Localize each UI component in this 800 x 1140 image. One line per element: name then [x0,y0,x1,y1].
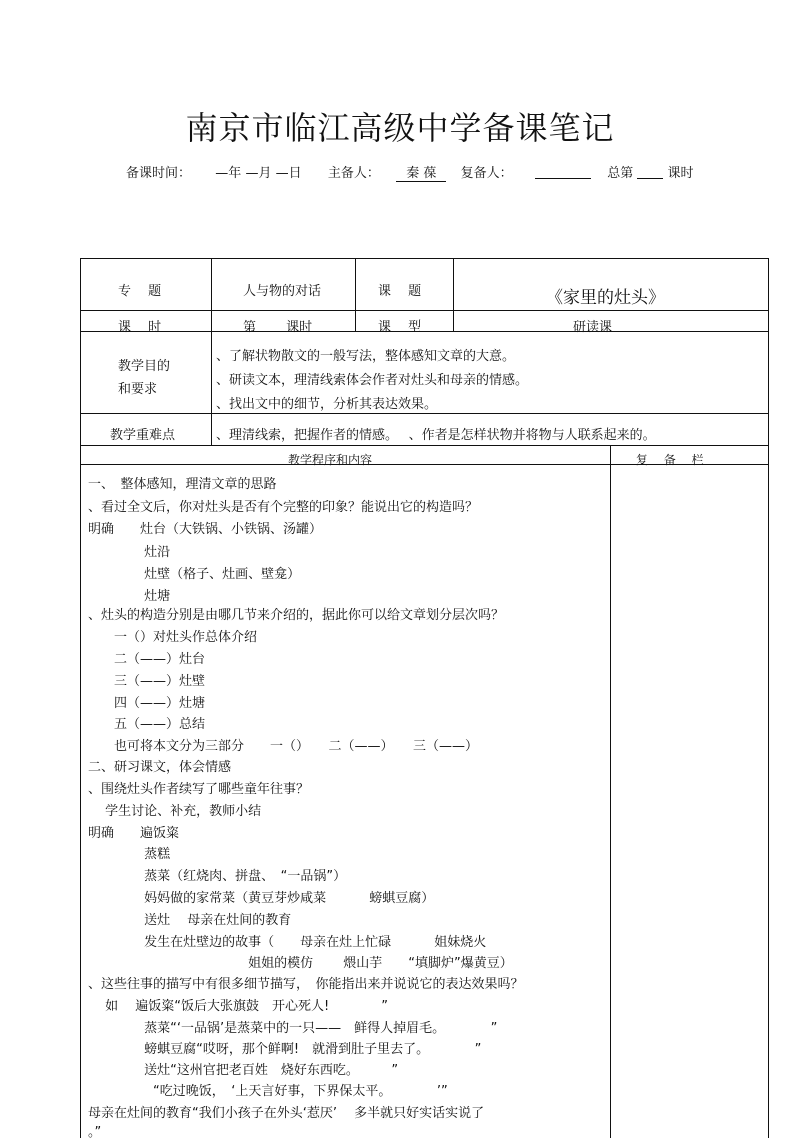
content-line: 螃蜞豆腐“哎呀，那个鲜啊! 就滑到肚子里去了。 ” [88,1042,482,1057]
lesson-label: 课 题 [378,284,422,299]
total-blank [637,169,663,179]
table-col-divider [211,258,212,445]
content-line: 、围绕灶头作者续写了哪些童年往事？ [88,782,310,797]
goal-item: 、了解状物散文的一般写法，整体感知文章的大意。 [216,349,516,364]
content-line: 蒸菜（红烧肉、拼盘、 “一品锅”） [88,869,347,884]
reviewer-blank [535,169,591,179]
hours-value: 第 课时 [243,320,313,335]
day-field: —日 [275,166,302,181]
content-line: 二（——）灶台 [88,652,206,667]
table-rule [80,310,769,311]
content-line: 如 遍饭粢“饭后大张旗鼓 开心死人! ” [88,999,388,1014]
content-line: 一、 整体感知，理清文章的思路 [88,477,277,492]
content-line: 学生讨论、补充，教师小结 [88,804,262,819]
content-line: 送灶“这州官把老百姓 烧好东西吃。 ” [88,1063,399,1078]
goal-item: 、研读文本，理清线索体会作者对灶头和母亲的情感。 [216,373,529,388]
content-line: 三（——）灶壁 [88,674,206,689]
type-label: 课 型 [378,320,422,335]
table-rule [80,413,769,414]
content-line: 母亲在灶间的教育“我们小孩子在外头‘惹厌’ 多半就只好实话实说了 [88,1106,485,1121]
page-title: 南京市临江高级中学备课笔记 [185,109,615,147]
goals-label-line2: 和要求 [118,382,158,397]
notes-col-divider [610,445,611,1138]
month-field: —月 [245,166,272,181]
content-line: 送灶 母亲在灶间的教育 [88,913,292,928]
procedure-header: 教学程序和内容 [288,453,373,467]
lesson-suffix: 课时 [667,166,694,181]
content-line: 也可将本文分为三部分 一（） 二（——） 三（——） [88,739,479,754]
hours-label: 课 时 [118,320,162,335]
content-line: “吃过晚饭， ‘上天言好事，下界保太平。 ’” [88,1084,448,1099]
content-line: 、灶头的构造分别是由哪几节来介绍的，据此你可以给文章划分层次吗？ [88,608,505,623]
content-line: 灶壁（格子、灶画、壁龛） [88,567,301,582]
content-line: 。” [88,1125,102,1140]
table-border-left [80,258,81,1138]
topic-label: 专 题 [118,284,162,299]
table-col-divider [453,258,454,331]
lesson-meta-line [126,162,694,182]
content-line: 蒸菜“‘一品锅’是蒸菜中的一只—— 鲜得人掉眉毛。 ” [88,1021,498,1036]
content-line: 明确 遍饭粢 [88,826,180,841]
content-line: 二、研习课文，体会情感 [88,760,232,775]
table-border-right [768,258,769,1138]
preparer-label: 主备人： [327,166,380,181]
content-line: 灶塘 [88,589,171,604]
table-rule [80,331,769,332]
topic-value: 人与物的对话 [243,284,322,299]
goal-item: 、找出文中的细节，分析其表达效果。 [216,397,438,412]
content-line: 四（——）灶塘 [88,696,206,711]
goals-label-line1: 教学目的 [118,359,171,374]
table-col-divider [355,258,356,331]
keypoints-value: 、理清线索，把握作者的情感。 、作者是怎样状物并将物与人联系起来的。 [216,428,656,443]
content-line: 姐姐的模仿 煨山芋 “填脚炉”爆黄豆） [88,956,513,971]
content-line: 、这些往事的描写中有很多细节描写， 你能指出来并说说它的表达效果吗？ [88,977,524,992]
notes-header: 复 备 栏 [636,453,704,467]
table-border-top [80,258,769,259]
lesson-value: 《家里的灶头》 [546,288,665,308]
preparer-name: 秦 葆 [396,162,446,182]
content-line: 明确 灶台（大铁锅、小铁锅、汤罐） [88,522,323,537]
content-line: 妈妈做的家常菜（黄豆芽炒咸菜 螃蜞豆腐） [88,891,435,906]
content-line: 一（）对灶头作总体介绍 [88,630,258,645]
table-rule [80,445,769,446]
keypoints-label: 教学重难点 [110,428,176,443]
content-line: 蒸糕 [88,847,171,862]
type-value: 研读课 [573,320,613,335]
time-label: 备课时间： [126,166,192,181]
reviewer-label: 复备人： [460,166,513,181]
year-field: —年 [215,166,242,181]
content-line: 五（——）总结 [88,717,206,732]
content-line: 、看过全文后，你对灶头是否有个完整的印象？能说出它的构造吗？ [88,500,479,515]
content-line: 灶沿 [88,545,171,560]
content-line: 发生在灶壁边的故事（ 母亲在灶上忙碌 姐妹烧火 [88,935,487,950]
total-label: 总第 [607,166,634,181]
